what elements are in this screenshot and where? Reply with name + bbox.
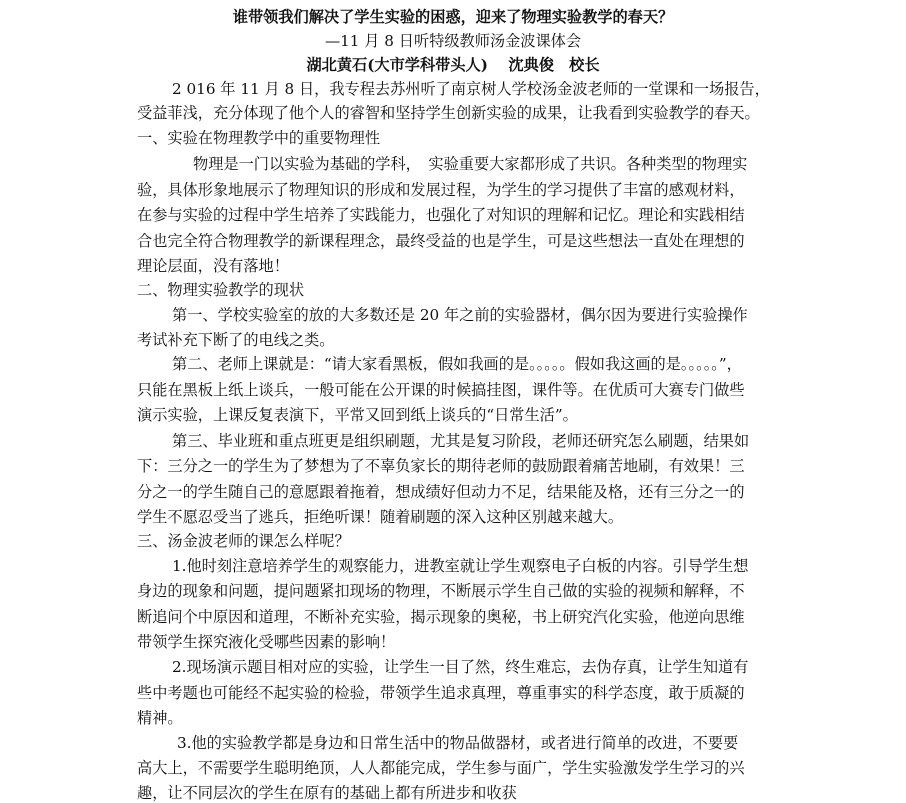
body-line: 考试补充下断了的电线之类。: [137, 331, 335, 349]
body-line: 带领学生探究液化受哪些因素的影响！: [137, 633, 396, 651]
body-line: 断追问个中原因和道理，不断补充实验，揭示现象的奥秘，书上研究汽化实验，他逆向思维: [137, 608, 745, 626]
body-line: 分之一的学生随自己的意愿跟着拖着，想成绩好但动力不足，结果能及格，还有三分之一的: [137, 483, 745, 501]
body-line: 演示实验，上课反复表演下，平常又回到纸上谈兵的“日常生活”。: [137, 406, 578, 424]
body-line: 受益菲浅，充分体现了他个人的睿智和坚持学生创新实验的成果，让我看到实验教学的春天。: [137, 104, 760, 122]
body-line: 学生不愿忍受当了逃兵，拒绝听课！随着刷题的深入这种区别越来越大。: [137, 508, 623, 526]
body-line: 高大上，不需要学生聪明绝顶，人人都能完成，学生参与面广，学生实验激发学生学习的兴: [137, 759, 745, 777]
body-line: 验，具体形象地展示了物理知识的形成和发展过程，为学生的学习提供了丰富的感观材料，: [137, 181, 745, 199]
author-line: 湖北黄石(大市学科带头人) 沈典俊 校长: [306, 56, 600, 74]
body-line: 2.现场演示题目相对应的实验，让学生一目了然，终生难忘，去伪存真，让学生知道有: [172, 658, 749, 676]
body-line: 第一、学校实验室的放的大多数还是 20 年之前的实验器材，偶尔因为要进行实验操作: [172, 306, 748, 324]
body-line: 2 016 年 11 月 8 日，我专程去苏州听了南京树人学校汤金波老师的一堂课和一场报告，: [172, 80, 770, 98]
body-line: 下：三分之一的学生为了梦想为了不辜负家长的期待老师的鼓励跟着痛苦地刷，有效果！三: [137, 457, 745, 475]
section-heading: 一、实验在物理教学中的重要物理性: [137, 129, 380, 147]
body-line: 第三、毕业班和重点班更是组织刷题，尤其是复习阶段，老师还研究怎么刷题，结果如: [172, 432, 750, 450]
body-line: 精神。: [137, 709, 183, 727]
section-heading: 二、物理实验教学的现状: [137, 281, 305, 299]
body-line: 3.他的实验教学都是身边和日常生活中的物品做器材，或者进行简单的改进，不要要: [177, 734, 739, 752]
body-line: 些中考题也可能经不起实验的检验，带领学生追求真理，尊重事实的科学态度，敢于质凝的: [137, 684, 745, 702]
body-line: 只能在黑板上纸上谈兵，一般可能在公开课的时候搞挂图，课件等。在优质可大赛专门做些: [137, 381, 745, 399]
body-line: 理论层面，没有落地！: [137, 257, 289, 275]
body-line: 合也完全符合物理教学的新课程理念，最终受益的也是学生，可是这些想法一直处在理想的: [137, 232, 745, 250]
body-line: 身边的现象和问题，提问题紧扣现场的物理，不断展示学生自己做的实验的视频和解释，不: [137, 582, 745, 600]
body-line: 物理是一门以实验为基础的学科， 实验重要大家都形成了共识。各种类型的物理实: [193, 155, 748, 173]
document-title: 谁带领我们解决了学生实验的困惑，迎来了物理实验教学的春天？: [232, 8, 674, 26]
document-subtitle: —11 月 8 日听特级教师汤金波课体会: [324, 32, 582, 50]
body-line: 第二、老师上课就是：“请大家看黑板，假如我画的是。。。。。假如我这画的是。。。。。”，: [172, 355, 742, 373]
body-line: 1.他时刻注意培养学生的观察能力，进教室就让学生观察电子白板的内容。引导学生想: [172, 557, 749, 575]
body-line: 趣，让不同层次的学生在原有的基础上都有所进步和收获: [137, 784, 517, 802]
body-line: 在参与实验的过程中学生培养了实践能力，也强化了对知识的理解和记忆。理论和实践相结: [137, 206, 745, 224]
section-heading: 三、汤金波老师的课怎么样呢？: [137, 532, 350, 550]
